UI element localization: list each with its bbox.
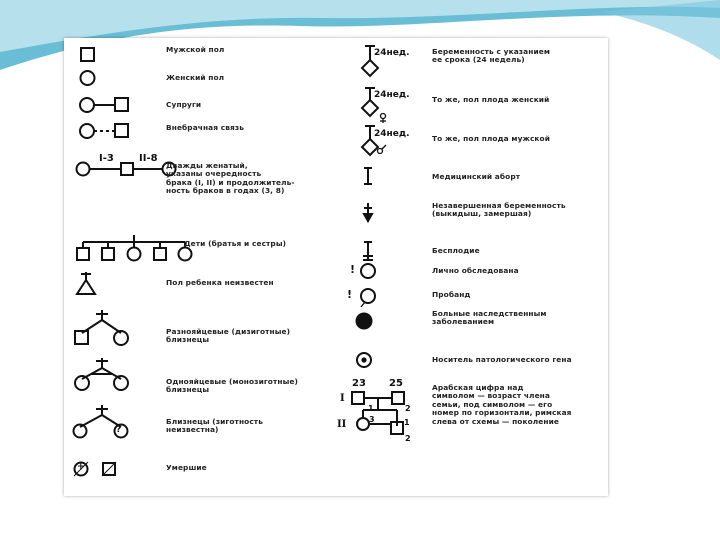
marriage-1-label: I-3 — [99, 153, 114, 164]
legend-symbols — [64, 38, 608, 496]
label-monozygotic: Однояйцевые (монозиготные) близнецы — [166, 377, 298, 395]
label-spouses: Супруги — [166, 100, 202, 109]
legend-sheet — [64, 38, 608, 496]
number-5: 2 — [405, 434, 411, 443]
label-dizygotic: Разнояйцевые (дизиготные) близнецы — [166, 327, 291, 345]
examined-circle-icon — [361, 264, 375, 278]
label-affected: Больные наследственным заболеванием — [432, 309, 547, 327]
label-abortion: Медицинский аборт — [432, 172, 521, 181]
label-proband: Пробанд — [432, 290, 471, 299]
numbering-example-icon — [352, 392, 404, 434]
number-2: 2 — [405, 404, 411, 413]
abortion-icon — [364, 168, 372, 184]
spouses-icon — [80, 98, 128, 112]
extramarital-icon — [80, 124, 128, 138]
label-infertility: Бесплодие — [432, 246, 480, 255]
miscarriage-icon — [364, 203, 372, 222]
proband-exclaim: ! — [347, 288, 353, 301]
number-1: 1 — [368, 404, 374, 413]
label-sex-unknown: Пол ребенка неизвестен — [166, 278, 274, 287]
label-pregnancy: Беременность с указанием ее срока (24 недель) — [432, 47, 550, 65]
siblings-icon — [77, 235, 192, 261]
carrier-icon — [357, 353, 371, 367]
number-4: 1 — [404, 418, 410, 427]
pregnancy-female-term-label: 24нед. — [374, 90, 410, 100]
label-pregnancy-male: То же, пол плода мужской — [432, 134, 551, 143]
monozygotic-twins-icon — [75, 358, 128, 390]
examined-exclaim: ! — [350, 263, 356, 276]
label-siblings: Дети (братья и сестры) — [184, 239, 287, 248]
age-right: 25 — [389, 378, 403, 389]
marriage-2-label: II-8 — [139, 153, 158, 164]
affected-filled-circle-icon — [357, 314, 372, 329]
age-left: 23 — [352, 378, 366, 389]
generation-2: II — [337, 419, 347, 430]
label-numbering: Арабская цифра над символом — возраст члена семьи, под символом — его номер по горизонтали, римская слева от схемы — поколение — [432, 383, 572, 426]
generation-1: I — [340, 393, 345, 404]
label-female: Женский пол — [166, 73, 225, 82]
label-carrier: Носитель патологического гена — [432, 355, 572, 364]
twice-married-icon — [77, 163, 176, 176]
dizygotic-twins-icon — [75, 310, 128, 345]
plus-mark: + — [77, 462, 85, 472]
sex-unknown-icon — [77, 272, 95, 294]
label-pregnancy-female: То же, пол плода женский — [432, 95, 550, 104]
pregnancy-term-label: 24нед. — [374, 48, 410, 58]
label-miscarriage: Незавершенная беременность (выкидыш, замершая) — [432, 201, 566, 219]
label-extramarital: Внебрачная связь — [166, 123, 245, 132]
number-3: 3 — [369, 415, 375, 424]
female-circle-icon — [81, 71, 95, 85]
label-male: Мужской пол — [166, 45, 225, 54]
infertility-icon — [363, 242, 373, 260]
label-deceased: Умершие — [166, 463, 207, 472]
label-zygosity-unknown: Близнецы (зиготность неизвестна) — [166, 417, 263, 435]
label-twice-married: Дважды женатый, указаны очередность брака (I, II) и продолжитель- ность браков в годах (3, 8) — [166, 161, 295, 196]
pregnancy-male-term-label: 24нед. — [374, 129, 410, 139]
question-mark: ? — [116, 425, 122, 435]
proband-icon — [361, 289, 375, 307]
male-square-icon — [81, 48, 94, 61]
label-examined: Лично обследована — [432, 266, 519, 275]
